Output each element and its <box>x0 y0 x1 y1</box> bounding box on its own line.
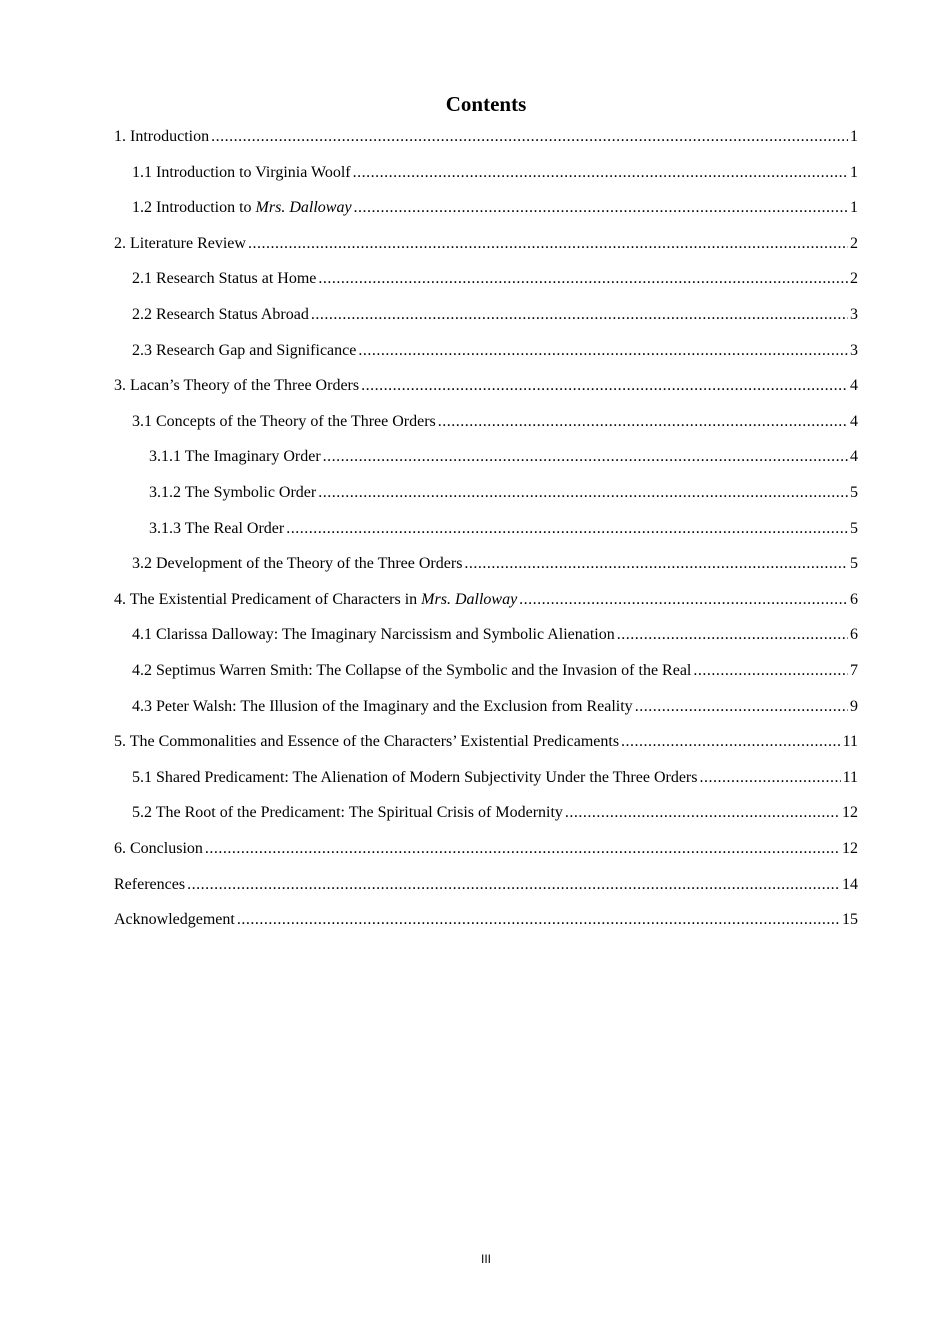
toc-entry-title-segment: 1.1 Introduction to Virginia Woolf <box>132 163 351 181</box>
toc-entry[interactable] <box>114 730 858 754</box>
toc-entry[interactable] <box>132 161 858 185</box>
toc-entry-page-number: 11 <box>842 768 858 786</box>
toc-entry-title <box>114 730 619 754</box>
toc-entry-title-segment: 4.3 Peter Walsh: The Illusion of the Imaginary and the Exclusion from Reality <box>132 697 633 715</box>
toc-entry-page-number: 2 <box>850 234 858 252</box>
toc-entry[interactable] <box>132 552 858 576</box>
toc-entry-title <box>132 161 351 185</box>
toc-entry[interactable] <box>132 623 858 647</box>
toc-entry[interactable] <box>114 232 858 256</box>
toc-entry[interactable] <box>114 873 858 897</box>
toc-dot-leader <box>353 161 848 185</box>
toc-dot-leader <box>318 267 848 291</box>
toc-entry[interactable] <box>132 196 858 220</box>
toc-entry[interactable] <box>114 837 858 861</box>
toc-entry[interactable] <box>114 588 858 612</box>
toc-entry-title-segment: 5.1 Shared Predicament: The Alienation of Modern Subjectivity Under the Three Orders <box>132 768 698 786</box>
toc-entry-title <box>149 445 321 469</box>
toc-entry[interactable] <box>114 125 858 149</box>
toc-entry-page-number: 4 <box>850 377 858 395</box>
toc-dot-leader <box>286 517 848 541</box>
toc-entry-page-number: 14 <box>842 875 858 893</box>
toc-entry[interactable] <box>132 766 858 790</box>
toc-dot-leader <box>519 588 848 612</box>
toc-entry[interactable] <box>149 481 858 505</box>
toc-entry-title <box>114 588 517 612</box>
toc-entry[interactable] <box>132 695 858 719</box>
toc-entry-title <box>149 517 284 541</box>
toc-entry-page-number: 9 <box>850 697 858 715</box>
toc-entry-title-segment: 1.2 Introduction to <box>132 199 256 217</box>
toc-entry-title-italic: Mrs. Dalloway <box>255 199 352 217</box>
toc-dot-leader <box>699 766 840 790</box>
toc-dot-leader <box>617 623 848 647</box>
toc-entry-title-segment: 3. Lacan’s Theory of the Three Orders <box>114 377 360 395</box>
toc-entry-page-number: 6 <box>850 626 858 644</box>
toc-entry-title-segment: 4.1 Clarissa Dalloway: The Imaginary Narcissism and Symbolic Alienation <box>132 626 615 644</box>
toc-entry[interactable] <box>132 801 858 825</box>
toc-dot-leader <box>621 730 841 754</box>
toc-entry-title-segment: References <box>114 875 186 893</box>
toc-dot-leader <box>237 908 840 932</box>
toc-entry-title-segment: 2.2 Research Status Abroad <box>132 306 309 323</box>
toc-entry-title-segment: 2.3 Research Gap and Significance <box>132 341 357 359</box>
toc-entry[interactable] <box>114 374 858 398</box>
toc-entry-title <box>114 232 246 256</box>
toc-dot-leader <box>323 445 848 469</box>
toc-entry[interactable] <box>132 267 858 291</box>
toc-entry-title-segment: Acknowledgement <box>114 911 235 929</box>
toc-entry-title-segment: 5. The Commonalities and Essence of the Characters’ Existential Predicaments <box>114 733 620 751</box>
toc-entry-title <box>114 908 235 932</box>
toc-dot-leader <box>318 481 848 505</box>
toc-entry-title <box>132 695 633 719</box>
toc-entry-title-segment: 4.2 Septimus Warren Smith: The Collapse of the Symbolic and the Invasion of the Real <box>132 662 692 679</box>
toc-entry-page-number: 15 <box>842 911 858 929</box>
toc-dot-leader <box>205 837 840 861</box>
toc-entry-page-number: 3 <box>850 341 858 359</box>
toc-entry-title-segment: 3.1.1 The Imaginary Order <box>149 448 321 466</box>
toc-entry-title-segment: 6. Conclusion <box>114 840 203 857</box>
toc-entry-page-number: 11 <box>842 733 858 751</box>
toc-dot-leader <box>358 339 848 363</box>
toc-entry-page-number: 12 <box>842 840 858 857</box>
toc-entry-title-segment: 3.1.2 The Symbolic Order <box>149 484 317 501</box>
toc-entry-page-number: 5 <box>850 519 858 537</box>
toc-entry-title <box>132 623 615 647</box>
toc-entry-title <box>132 552 462 576</box>
toc-dot-leader <box>311 303 848 327</box>
toc-entry-title-segment: 3.2 Development of the Theory of the Three Orders <box>132 555 463 573</box>
toc-entry-title <box>132 303 309 327</box>
toc-entry-page-number: 5 <box>850 484 858 501</box>
toc-entry-title <box>114 837 203 861</box>
toc-dot-leader <box>354 196 848 220</box>
toc-entry-page-number: 1 <box>850 199 858 217</box>
toc-dot-leader <box>438 410 848 434</box>
toc-entry[interactable] <box>114 908 858 932</box>
toc-entry-title <box>132 267 316 291</box>
toc-entry[interactable] <box>149 445 858 469</box>
toc-entry-title-italic: Mrs. Dalloway <box>421 590 518 608</box>
toc-dot-leader <box>464 552 848 576</box>
toc-entry-title <box>132 659 691 683</box>
toc-entry-title-segment: 1. Introduction <box>114 128 210 145</box>
toc-dot-leader <box>635 695 848 719</box>
toc-entry-title <box>149 481 316 505</box>
toc-entry-page-number: 12 <box>842 804 858 822</box>
toc-entry-title <box>132 766 697 790</box>
toc-entry-page-number: 2 <box>850 270 858 288</box>
toc-entry-page-number: 3 <box>850 306 858 323</box>
toc-dot-leader <box>565 801 840 825</box>
toc-entry-page-number: 1 <box>850 163 858 181</box>
toc-entry[interactable] <box>132 659 858 683</box>
toc-entry-page-number: 4 <box>850 448 858 466</box>
toc-entry-page-number: 7 <box>850 662 858 679</box>
toc-entry-title <box>132 196 352 220</box>
toc-entry-title-segment: 5.2 The Root of the Predicament: The Spiritual Crisis of Modernity <box>132 804 563 822</box>
toc-entry-title <box>114 125 209 149</box>
toc-entry[interactable] <box>149 517 858 541</box>
toc-entry-title <box>132 339 356 363</box>
toc-entry-page-number: 6 <box>850 590 858 608</box>
toc-entry[interactable] <box>132 410 858 434</box>
toc-entry-title <box>114 374 359 398</box>
toc-entry-title-segment: 2. Literature Review <box>114 234 246 252</box>
toc-entry[interactable] <box>132 339 858 363</box>
toc-dot-leader <box>693 659 848 683</box>
toc-entry-page-number: 4 <box>850 412 858 430</box>
toc-dot-leader <box>187 873 840 897</box>
toc-dot-leader <box>248 232 848 256</box>
toc-dot-leader <box>361 374 848 398</box>
toc-entry-title-segment: 4. The Existential Predicament of Characters in <box>114 590 422 608</box>
toc-entry-title-segment: 2.1 Research Status at Home <box>132 270 317 288</box>
toc-entry[interactable] <box>132 303 858 327</box>
toc-entry-page-number: 1 <box>850 128 858 145</box>
page-title: Contents <box>445 92 527 116</box>
footer-page-number: III <box>480 1252 491 1266</box>
toc-entry-page-number: 5 <box>850 555 858 573</box>
toc-entry-title <box>132 410 436 434</box>
toc-entry-title-segment: 3.1 Concepts of the Theory of the Three Orders <box>132 412 436 430</box>
toc-entry-title-segment: 3.1.3 The Real Order <box>149 519 285 537</box>
toc-entry-title <box>114 873 185 897</box>
toc-dot-leader <box>211 125 848 149</box>
toc-entry-title <box>132 801 563 825</box>
